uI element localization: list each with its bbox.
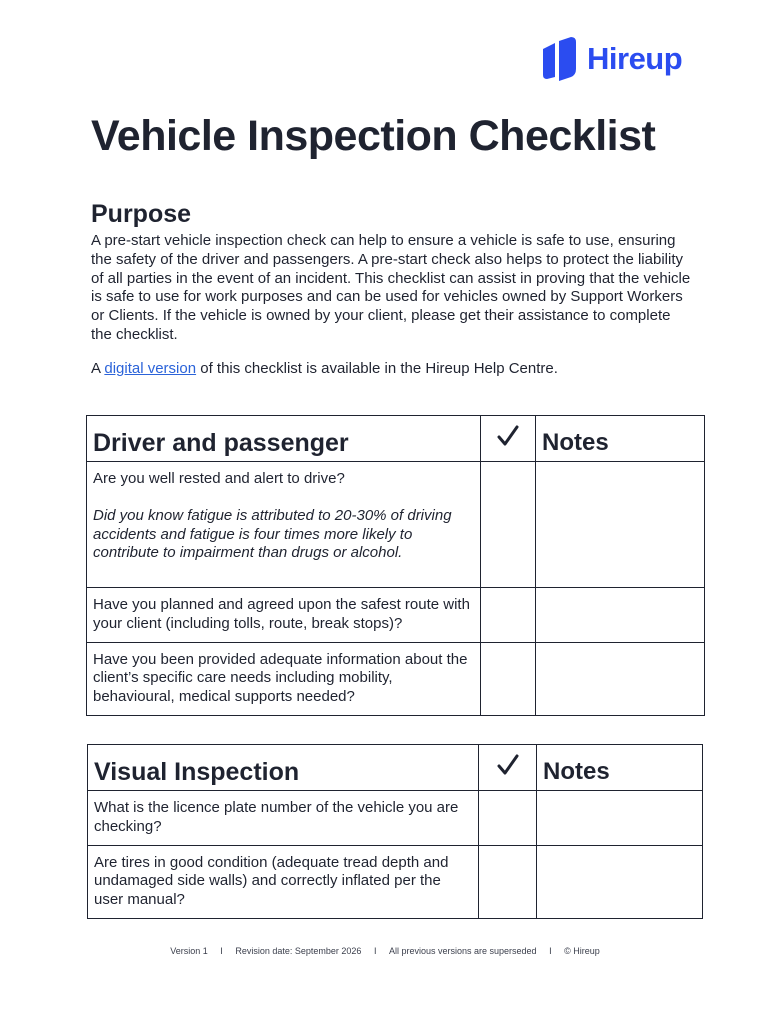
checkmark-icon — [496, 753, 520, 777]
check-cell[interactable] — [481, 588, 536, 643]
notes-cell[interactable] — [536, 462, 705, 588]
purpose-body: A pre-start vehicle inspection check can help to ensure a vehicle is safe to use, ensuring the safety of the driver and passengers. A pre-start check also helps to protect the liability of all parties in the event of an incident. This checklist can assist in proving that the vehicle is safe to use for work purposes and can be used for vehicles owned by Support Workers or Clients. If the vehicle is owned by your client, please get their assistance to complete the checklist. — [91, 232, 691, 343]
table-row — [88, 791, 703, 846]
page-footer — [0, 946, 770, 956]
question-text: Have you planned and agreed upon the safest route with your client (including tolls, route, break stops)? — [93, 596, 470, 632]
table-row — [88, 845, 703, 918]
question-text: Are you well rested and alert to drive? — [93, 470, 345, 487]
purpose-heading: Purpose — [91, 200, 192, 228]
fatigue-fact: Did you know fatigue is attributed to 20-30% of driving accidents and fatigue is four times more likely to contribute to impairment than drugs or alcohol. — [93, 506, 452, 562]
check-column-header — [481, 416, 536, 462]
question-cell — [88, 791, 479, 846]
question-cell — [87, 642, 481, 715]
footer-revision-date: Revision date: September 2026 — [235, 946, 362, 956]
footer-separator: I — [373, 946, 377, 956]
check-cell[interactable] — [481, 642, 536, 715]
question-text: Have you been provided adequate information about the client’s specific care needs including mobility, behavioural, medical supports needed? — [93, 650, 468, 706]
notes-cell[interactable] — [536, 642, 705, 715]
question-cell — [87, 462, 481, 588]
notes-cell[interactable] — [536, 588, 705, 643]
table-row — [87, 642, 705, 715]
checkmark-icon — [496, 424, 520, 448]
question-cell — [88, 845, 479, 918]
footer-superseded: All previous versions are superseded — [388, 946, 537, 956]
driver-passenger-table — [86, 415, 705, 716]
footer-separator: I — [220, 946, 223, 956]
question-text: What is the licence plate number of the vehicle you are checking? — [94, 799, 459, 835]
check-cell[interactable] — [479, 791, 537, 846]
check-column-header — [479, 745, 537, 791]
check-cell[interactable] — [481, 462, 536, 588]
page-title: Vehicle Inspection Checklist — [91, 112, 656, 160]
brand-name: Hireup — [587, 41, 683, 76]
question-text: Are tires in good condition (adequate tread depth and undamaged side walls) and correctly inflated per the user manual? — [94, 853, 449, 909]
check-cell[interactable] — [479, 845, 537, 918]
hireup-logo — [541, 36, 682, 82]
digital-version-link[interactable]: digital version — [104, 360, 197, 377]
table-header-row — [87, 416, 705, 462]
digital-version-note — [91, 360, 558, 379]
question-cell — [87, 588, 481, 643]
hireup-logo-icon — [541, 37, 579, 81]
digital-suffix: of this checklist is available in the Hireup Help Centre. — [196, 360, 558, 377]
visual-inspection-table — [87, 744, 703, 919]
notes-cell[interactable] — [537, 791, 703, 846]
footer-version: Version 1 — [170, 946, 208, 956]
notes-cell[interactable] — [537, 845, 703, 918]
footer-separator: I — [549, 946, 552, 956]
table-heading: Visual Inspection — [88, 745, 479, 791]
notes-column-header: Notes — [537, 745, 703, 791]
notes-column-header: Notes — [536, 416, 705, 462]
table-row — [87, 462, 705, 588]
digital-prefix: A — [91, 360, 105, 377]
table-row — [87, 588, 705, 643]
table-header-row — [88, 745, 703, 791]
footer-copyright: © Hireup — [564, 946, 600, 956]
table-heading: Driver and passenger — [87, 416, 481, 462]
